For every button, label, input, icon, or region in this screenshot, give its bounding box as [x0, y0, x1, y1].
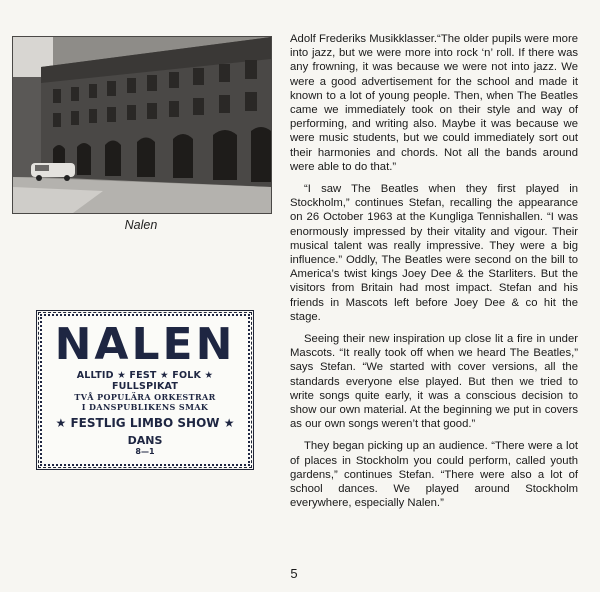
ad-orchestras-line: TVÅ POPULÄRA ORKESTRAR	[74, 392, 216, 402]
ad-dans: DANS	[127, 434, 163, 447]
paragraph-1: Adolf Frederiks Musikklasser.“The older pupils were more into jazz, but we were more into rock ‘n’ roll. If there was any frowning, it was because we were not into jazz. We were a good advertisement for the school and made it known to a lot of young people. Then, when The Beatles came we immediately took on their style and way of performing, and writing also. Maybe it was because we were music students, but we could immediately sort out their harmonies and chords. Not all the bands around were able to do that.”	[290, 33, 578, 173]
ad-taste-line: I DANSPUBLIKENS SMAK	[81, 402, 209, 412]
ad-time: 8—1	[135, 447, 155, 456]
ad-limbo-show: ★ FESTLIG LIMBO SHOW ★	[55, 416, 235, 430]
paragraph-2: “I saw The Beatles when they first played in Stockholm,” continues Stefan, recalling the appearance on 26 October 1963 at the Kungliga Tennishallen. “I was enormously impressed by their vitality and vigour. Their musical talent was really impressive. They were a big influence.” Oddly, The Beatles were second on the bill to America’s twist kings Joey Dee & the Starliters. But the visitors from Britain had most impact. Stefan and his friends in Mascots left before Joey Dee & co hit the stage.	[290, 183, 578, 323]
article-text	[290, 32, 578, 519]
building-illustration	[13, 37, 271, 213]
paragraph-4: They began picking up an audience. “There were a lot of places in Stockholm you could perform, called youth gardens,” continues Stefan. “There were also a lot of school dances. We played around Stockholm everywhere, especially Nalen.”	[290, 440, 578, 510]
ad-logo: NALEN	[54, 319, 236, 370]
paragraph-3: Seeing their new inspiration up close lit a fire in under Mascots. “It really took off when we heard The Beatles,” says Stefan. “We started with cover versions, all the standards everyone else played. But then we tried to write songs quite early, it was a conscious decision to show our own material. At the beginning we put in covers as our own songs weren’t that good.”	[290, 333, 578, 431]
nalen-advertisement	[38, 312, 252, 468]
ad-tagline: ALLTID ★ FEST ★ FOLK ★ FULLSPIKAT	[76, 370, 214, 392]
photo-caption: Nalen	[124, 218, 158, 232]
page-number: 5	[290, 566, 298, 581]
building-photo	[12, 36, 272, 214]
